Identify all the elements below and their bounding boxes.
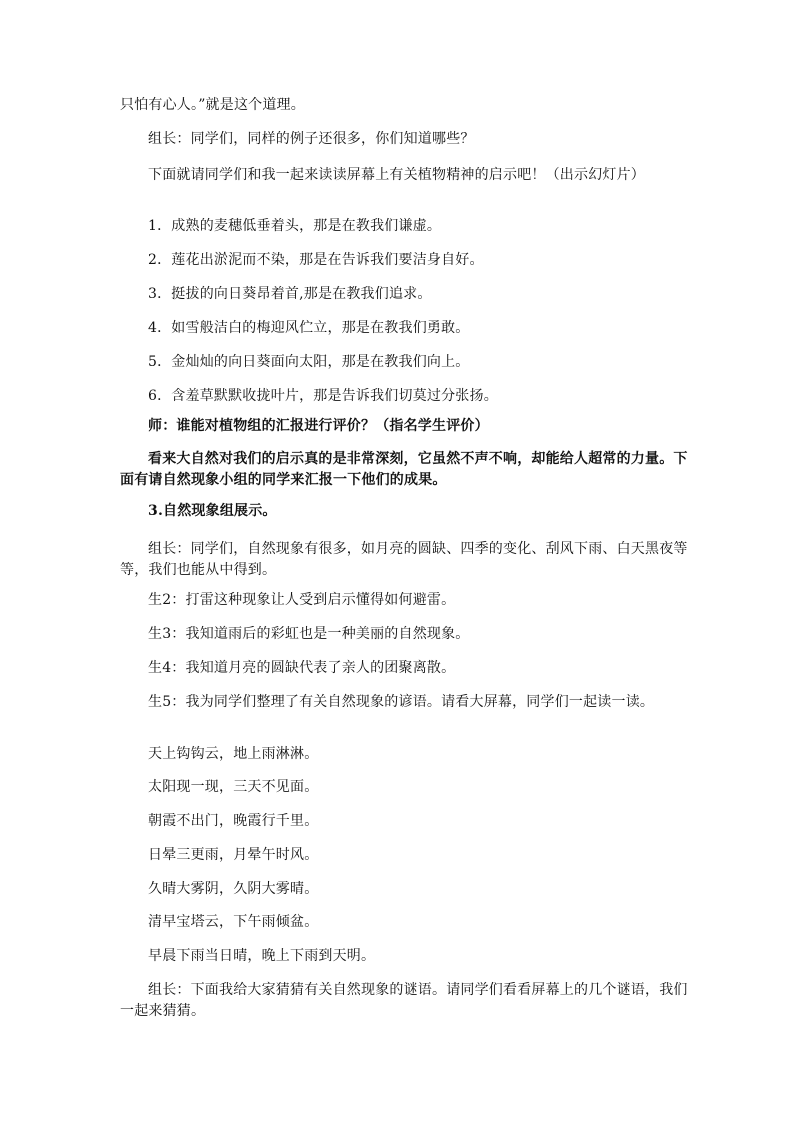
student-3-answer: 生3：我知道雨后的彩虹也是一种美丽的自然现象。 xyxy=(148,626,470,642)
paragraph-3: 下面就请同学们和我一起来读读屏幕上有关植物精神的启示吧！（出示幻灯片） xyxy=(148,167,645,183)
paragraph-1: 只怕有心人。”就是这个道理。 xyxy=(120,97,305,113)
proverb-6: 清早宝塔云，下午雨倾盆。 xyxy=(148,914,319,930)
paragraph-2: 组长：同学们，同样的例子还很多，你们知道哪些？ xyxy=(148,131,475,147)
transition-paragraph: 看来大自然对我们的启示真的是非常深刻，它虽然不声不响，却能给人超常的力量。下面有请自然现象小组的同学来汇报一下他们的成果。 xyxy=(120,451,688,488)
list-item-4: 4．如雪般洁白的梅迎风伫立，那是在教我们勇敢。 xyxy=(148,320,470,336)
section-heading: 3.自然现象组展示。 xyxy=(148,503,277,519)
list-item-1: 1．成熟的麦穗低垂着头，那是在教我们谦虚。 xyxy=(148,218,442,234)
list-item-2: 2．莲花出淤泥而不染，那是在告诉我们要洁身自好。 xyxy=(148,252,484,268)
student-5-answer: 生5：我为同学们整理了有关自然现象的谚语。请看大屏幕，同学们一起读一读。 xyxy=(148,694,655,710)
list-item-3: 3．挺拔的向日葵昂着首,那是在教我们追求。 xyxy=(148,286,432,302)
leader-riddle-intro: 组长：下面我给大家猜猜有关自然现象的谜语。请同学们看看屏幕上的几个谜语，我们一起来猜猜。 xyxy=(120,982,688,1019)
student-2-answer: 生2：打雷这种现象让人受到启示懂得如何避雷。 xyxy=(148,592,456,608)
proverb-4: 日晕三更雨，月晕午时风。 xyxy=(148,847,319,863)
teacher-question: 师：谁能对植物组的汇报进行评价？（指名学生评价） xyxy=(148,418,489,434)
proverb-3: 朝霞不出门，晚霞行千里。 xyxy=(148,813,319,829)
student-4-answer: 生4：我知道月亮的圆缺代表了亲人的团聚离散。 xyxy=(148,660,456,676)
list-item-6: 6．含羞草默默收拢叶片，那是告诉我们切莫过分张扬。 xyxy=(148,388,498,404)
proverb-5: 久晴大雾阴，久阴大雾晴。 xyxy=(148,881,319,897)
proverb-1: 天上钩钩云，地上雨淋淋。 xyxy=(148,746,319,762)
leader-intro: 组长：同学们，自然现象有很多，如月亮的圆缺、四季的变化、刮风下雨、白天黑夜等等，我们也能从中得到。 xyxy=(120,541,688,578)
proverb-2: 太阳现一现，三天不见面。 xyxy=(148,779,319,795)
list-item-5: 5．金灿灿的向日葵面向太阳，那是在教我们向上。 xyxy=(148,354,470,370)
proverb-7: 早晨下雨当日晴，晚上下雨到天明。 xyxy=(148,948,376,964)
